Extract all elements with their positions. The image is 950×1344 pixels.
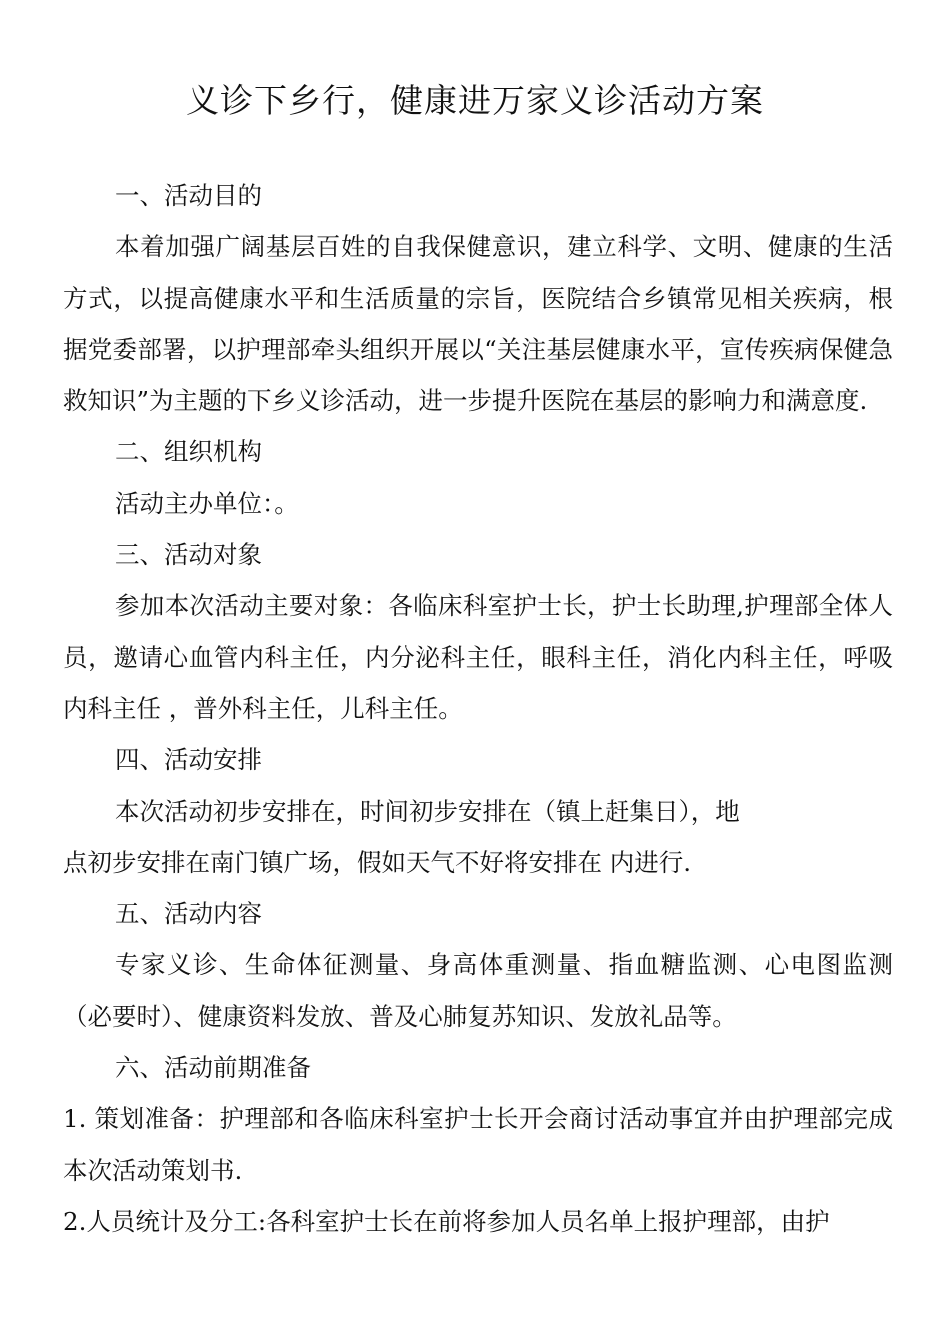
section-text-arrangement-line2: 点初步安排在南门镇广场，假如天气不好将安排在 内进行. (63, 847, 692, 877)
document-body (63, 170, 893, 1247)
section-heading-organization: 二、组织机构 (115, 437, 262, 467)
preparation-item-2: 2.人员统计及分工:各科室护士长在前将参加人员名单上报护理部，由护 (63, 1206, 830, 1236)
section-text-organization: 活动主办单位：。 (115, 488, 299, 518)
section-heading-arrangement: 四、活动安排 (115, 745, 262, 775)
section-heading-content: 五、活动内容 (115, 899, 262, 929)
section-text-arrangement-line1: 本次活动初步安排在，时间初步安排在（镇上赶集日），地 (115, 796, 740, 826)
document-title: 义诊下乡行，健康进万家义诊活动方案 (186, 81, 764, 120)
section-heading-target: 三、活动对象 (115, 540, 262, 570)
preparation-item-1: 1. 策划准备：护理部和各临床科室护士长开会商讨活动事宜并由护理部完成本次活动策划书. (63, 1104, 893, 1185)
section-text-target: 参加本次活动主要对象：各临床科室护士长，护士长助理,护理部全体人员，邀请心血管内科主任，内分泌科主任，眼科主任，消化内科主任，呼吸内科主任 ，普外科主任，儿科主任。 (63, 591, 893, 723)
section-text-purpose: 本着加强广阔基层百姓的自我保健意识，建立科学、文明、健康的生活方式，以提高健康水平和生活质量的宗旨，医院结合乡镇常见相关疾病，根据党委部署，以护理部牵头组织开展以“关注基层健康水平，宣传疾病保健急救知识”为主题的下乡义诊活动，进一步提升医院在基层的影响力和满意度. (63, 232, 893, 416)
section-heading-preparation: 六、活动前期准备 (115, 1053, 311, 1083)
section-text-content: 专家义诊、生命体征测量、身高体重测量、指血糖监测、心电图监测（必要时）、健康资料发放、普及心肺复苏知识、发放礼品等。 (63, 950, 893, 1031)
section-heading-purpose: 一、活动目的 (115, 181, 262, 210)
